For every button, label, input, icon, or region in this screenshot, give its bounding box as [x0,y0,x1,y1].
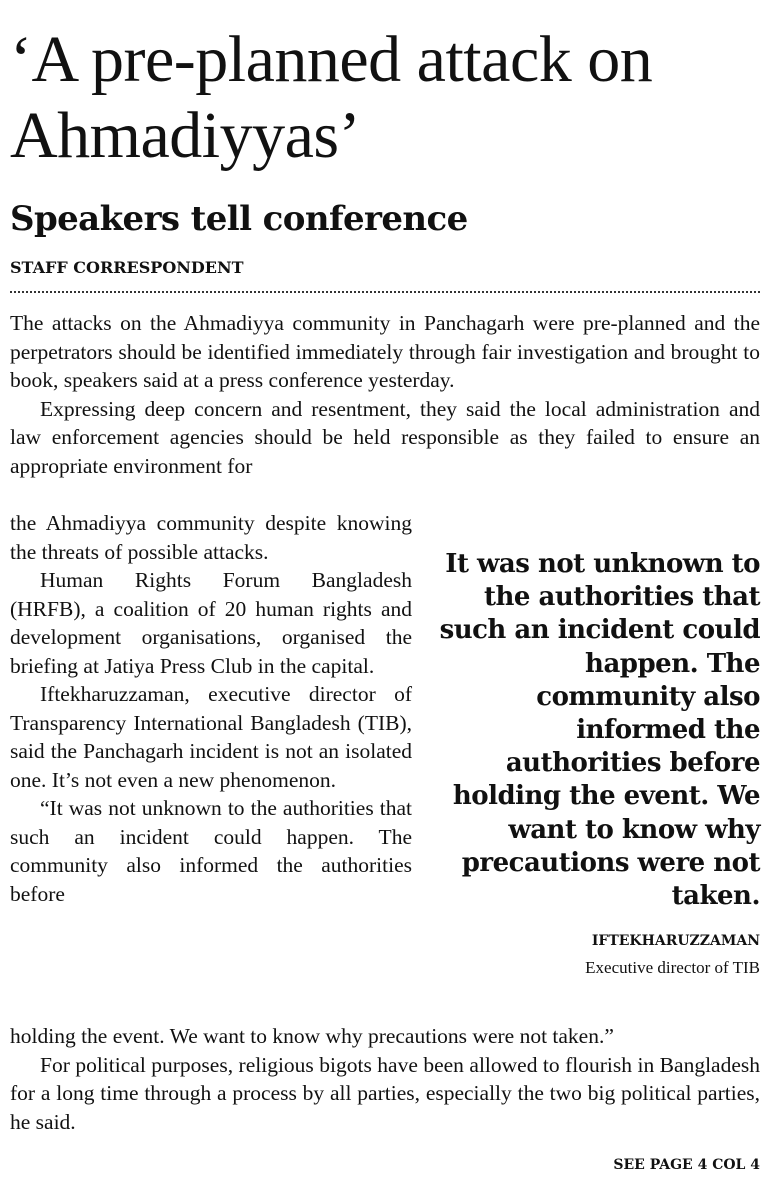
dotted-divider [10,291,760,293]
body-paragraph: For political purposes, religious bigots have been allowed to flourish in Bangladesh for a long time through a process by all parties, especially the two big political parties, he said. [10,1052,760,1134]
byline: STAFF CORRESPONDENT [10,258,244,277]
body-paragraph: Expressing deep concern and resentment, they said the local administration and law enforcement agencies should be held responsible as they failed to ensure an appropriate environment for [10,396,760,478]
body-paragraph: “It was not unknown to the authorities that such an incident could happen. The community also informed the authorities before [10,796,412,906]
body-paragraph: holding the event. We want to know why precautions were not taken.” [10,1024,614,1048]
subheadline: Speakers tell conference [10,199,468,239]
headline: ‘A pre-planned attack on Ahmadiyyas’ [10,23,653,172]
body-paragraph: the Ahmadiyya community despite knowing the threats of possible attacks. [10,511,412,564]
body-paragraph: The attacks on the Ahmadiyya community in Panchagarh were pre-planned and the perpetrators should be identified immediately through fair investigation and brought to book, speakers said at a press conference yesterday. [10,311,760,392]
article-body-column [10,509,412,908]
pull-quote-attribution-name: IFTEKHARUZZAMAN [591,933,760,950]
pull-quote-attribution-role: Executive director of TIB [585,958,760,978]
pull-quote-text: It was not unknown to the authorities that such an incident could happen. The community also informed the authorities before holding the event. We want to know why precautions were not taken. [439,549,760,912]
jump-line: SEE PAGE 4 COL 4 [613,1157,760,1173]
article-body-top [10,309,760,480]
body-paragraph: Iftekharuzzaman, executive director of Transparency International Bangladesh (TIB), said the Panchagarh incident is not an isolated one. It’s not even a new phenomenon. [10,682,412,792]
article-body-bottom [10,1022,760,1136]
body-paragraph: Human Rights Forum Bangladesh (HRFB), a coalition of 20 human rights and development organisations, organised the briefing at Jatiya Press Club in the capital. [10,568,412,678]
pull-quote [430,548,760,979]
